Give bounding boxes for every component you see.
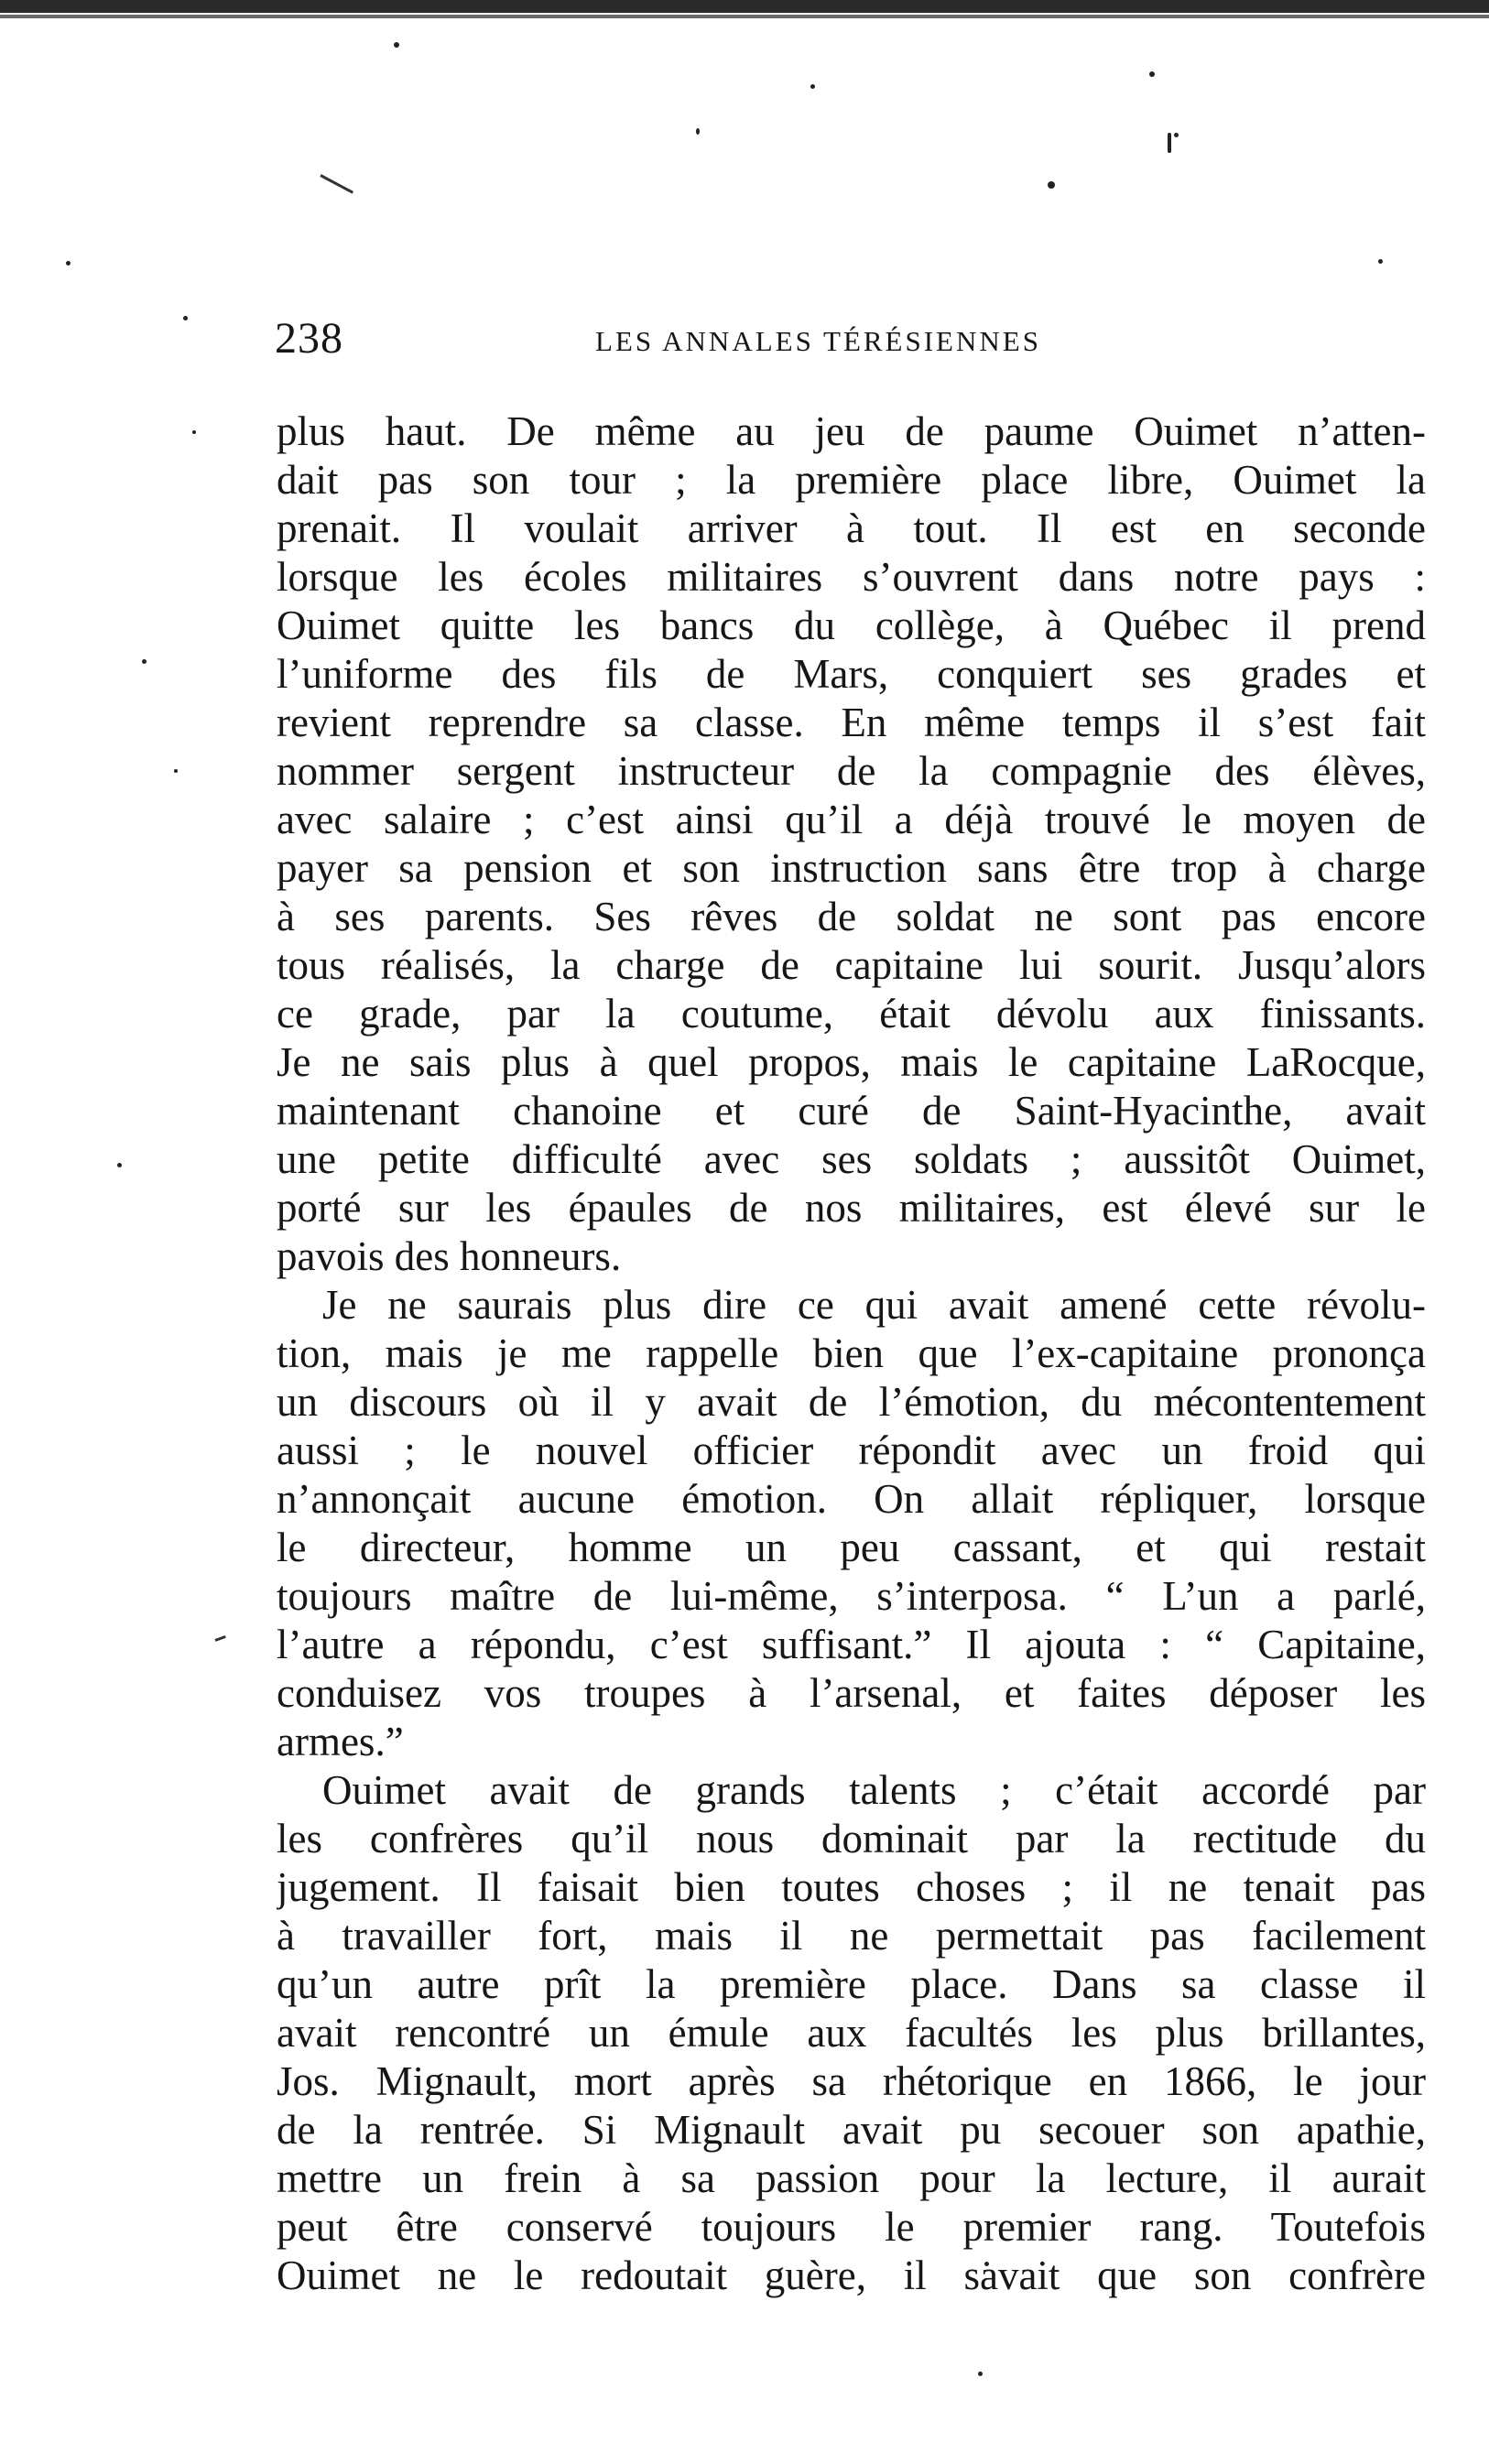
text-line: ce grade, par la coutume, était dévolu aux finissants. bbox=[277, 991, 1426, 1037]
scan-speck bbox=[183, 316, 188, 320]
scan-speck bbox=[1048, 181, 1055, 189]
text-line: prenait. Il voulait arriver à tout. Il est en seconde bbox=[277, 505, 1426, 551]
text-line: Ouimet quitte les bancs du collège, à Québec il prend bbox=[277, 602, 1426, 648]
text-line: toujours maître de lui-même, s’interposa. “ L’un a parlé, bbox=[277, 1573, 1426, 1619]
paragraph-last-line: pavois des honneurs. bbox=[277, 1233, 622, 1279]
text-line: nommer sergent instructeur de la compagnie des élèves, bbox=[277, 748, 1426, 794]
text-line: de la rentrée. Si Mignault avait pu secouer son apathie, bbox=[277, 2107, 1426, 2153]
scan-speck bbox=[1174, 133, 1179, 137]
page-top-edge-rule bbox=[0, 0, 1489, 13]
scan-mark bbox=[320, 174, 353, 193]
scan-speck bbox=[1168, 133, 1171, 153]
text-line: n’annonçait aucune émotion. On allait répliquer, lorsque bbox=[277, 1476, 1426, 1522]
text-line: à ses parents. Ses rêves de soldat ne sont pas encore bbox=[277, 894, 1426, 939]
text-line: jugement. Il faisait bien toutes choses ; il ne tenait pas bbox=[277, 1864, 1426, 1910]
text-line: un discours où il y avait de l’émotion, du mécontentement bbox=[277, 1379, 1426, 1425]
text-line: l’uniforme des fils de Mars, conquiert ses grades et bbox=[277, 651, 1426, 697]
text-line: une petite difficulté avec ses soldats ; aussitôt Ouimet, bbox=[277, 1136, 1426, 1182]
text-line: Ouimet ne le redoutait guère, il savait que son confrère bbox=[277, 2252, 1426, 2298]
paragraph-first-line: Je ne saurais plus dire ce qui avait amené cette révolu- bbox=[322, 1282, 1426, 1328]
text-line: lorsque les écoles militaires s’ouvrent dans notre pays : bbox=[277, 554, 1426, 600]
text-line: les confrères qu’il nous dominait par la rectitude du bbox=[277, 1816, 1426, 1862]
text-line: à travailler fort, mais il ne permettait pas facilement bbox=[277, 1913, 1426, 1959]
text-line: Je ne sais plus à quel propos, mais le capitaine LaRocque, bbox=[277, 1039, 1426, 1085]
text-line: plus haut. De même au jeu de paume Ouimet n’atten- bbox=[277, 408, 1426, 454]
page-top-edge-rule-thin bbox=[0, 15, 1489, 18]
text-line: l’autre a répondu, c’est suffisant.” Il ajouta : “ Capitaine, bbox=[277, 1622, 1426, 1667]
text-line: maintenant chanoine et curé de Saint-Hyacinthe, avait bbox=[277, 1088, 1426, 1134]
paragraph-first-line: Ouimet avait de grands talents ; c’était accordé par bbox=[322, 1767, 1426, 1813]
text-line: tion, mais je me rappelle bien que l’ex-capitaine prononça bbox=[277, 1330, 1426, 1376]
text-line: dait pas son tour ; la première place libre, Ouimet la bbox=[277, 457, 1426, 503]
text-line: avait rencontré un émule aux facultés les plus brillantes, bbox=[277, 2010, 1426, 2056]
scan-speck bbox=[66, 261, 71, 266]
scan-speck bbox=[1149, 71, 1155, 77]
text-line: aussi ; le nouvel officier répondit avec un froid qui bbox=[277, 1427, 1426, 1473]
scan-speck bbox=[696, 128, 700, 135]
text-line: porté sur les épaules de nos militaires, est élevé sur le bbox=[277, 1185, 1426, 1231]
text-line: payer sa pension et son instruction sans être trop à charge bbox=[277, 845, 1426, 891]
text-line: Jos. Mignault, mort après sa rhétorique en 1866, le jour bbox=[277, 2058, 1426, 2104]
scan-speck bbox=[142, 659, 147, 664]
running-head-title: LES ANNALES TÉRÉSIENNES bbox=[595, 325, 1041, 357]
scan-speck bbox=[117, 1163, 122, 1167]
text-line: conduisez vos troupes à l’arsenal, et faites déposer les bbox=[277, 1670, 1426, 1716]
page-number: 238 bbox=[275, 314, 343, 363]
scan-mark bbox=[214, 1635, 225, 1642]
text-line: qu’un autre prît la première place. Dans sa classe il bbox=[277, 1961, 1426, 2007]
text-line: avec salaire ; c’est ainsi qu’il a déjà trouvé le moyen de bbox=[277, 797, 1426, 842]
scan-speck bbox=[174, 769, 178, 773]
scan-speck bbox=[394, 42, 399, 48]
text-line: revient reprendre sa classe. En même temps il s’est fait bbox=[277, 700, 1426, 745]
scan-speck bbox=[192, 430, 196, 434]
text-line: mettre un frein à sa passion pour la lecture, il aurait bbox=[277, 2155, 1426, 2201]
text-line: tous réalisés, la charge de capitaine lui sourit. Jusqu’alors bbox=[277, 942, 1426, 988]
scan-speck bbox=[1378, 259, 1383, 264]
running-head bbox=[275, 311, 1419, 366]
scan-speck bbox=[978, 2372, 983, 2376]
text-line: le directeur, homme un peu cassant, et qui restait bbox=[277, 1525, 1426, 1570]
paragraph-last-line: armes.” bbox=[277, 1719, 404, 1764]
text-line: peut être conservé toujours le premier rang. Toutefois bbox=[277, 2204, 1426, 2250]
scan-speck bbox=[810, 84, 815, 89]
body-text bbox=[277, 407, 1426, 2300]
